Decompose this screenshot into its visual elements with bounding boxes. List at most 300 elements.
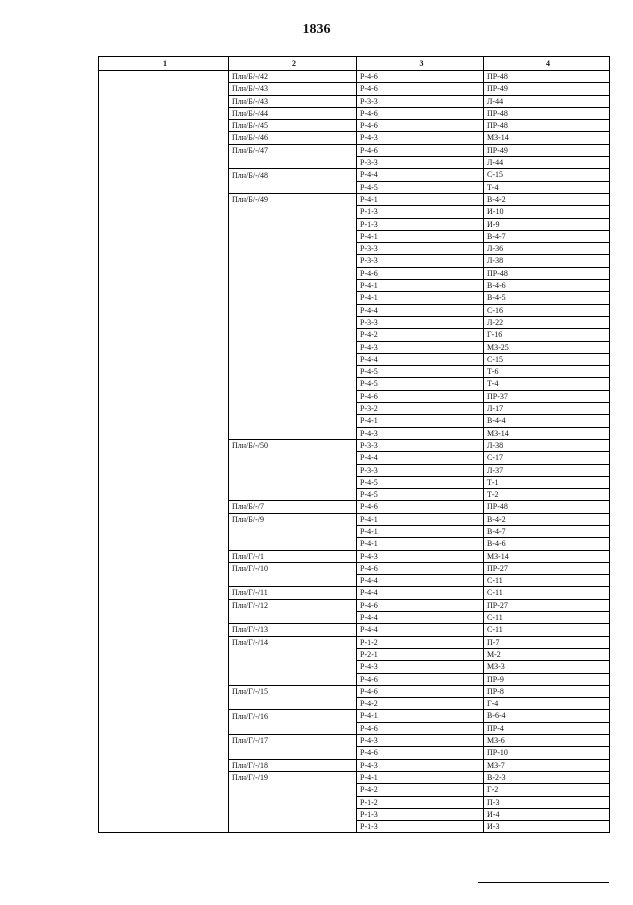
table-cell-col1: [99, 390, 229, 402]
table-cell-col2: [229, 316, 357, 328]
table-cell-col1: [99, 403, 229, 415]
table-cell-col4: ПР-49: [484, 83, 610, 95]
table-cell-col2: [229, 230, 357, 242]
column-header-4: 4: [484, 57, 610, 71]
table-cell-col2: [229, 612, 357, 624]
table-cell-col1: [99, 144, 229, 156]
table-cell-col1: [99, 218, 229, 230]
table-row: [99, 292, 610, 304]
table-cell-col3: Р-4-4: [357, 612, 484, 624]
table-cell-col4: В-4-6: [484, 280, 610, 292]
table-cell-col1: [99, 83, 229, 95]
table-cell-col1: [99, 710, 229, 722]
table-cell-col2: [229, 747, 357, 759]
table-cell-col4: ПР-48: [484, 107, 610, 119]
table-cell-col2: [229, 366, 357, 378]
table-cell-col4: Л-38: [484, 255, 610, 267]
table-row: [99, 366, 610, 378]
table-row: [99, 107, 610, 119]
table-cell-col4: В-4-7: [484, 525, 610, 537]
table-cell-col1: [99, 796, 229, 808]
table-cell-col1: [99, 132, 229, 144]
table-cell-col1: [99, 476, 229, 488]
table-row: [99, 685, 610, 697]
table-row: [99, 255, 610, 267]
table-cell-col2: [229, 415, 357, 427]
table-row: [99, 513, 610, 525]
table-cell-col3: Р-1-2: [357, 796, 484, 808]
table-cell-col2: Плн/Г/-/16: [229, 710, 357, 722]
table-cell-col3: Р-4-4: [357, 452, 484, 464]
table-cell-col4: В-4-6: [484, 538, 610, 550]
table-cell-col4: Г-4: [484, 698, 610, 710]
table-cell-col3: Р-4-3: [357, 759, 484, 771]
table-cell-col4: С-15: [484, 169, 610, 181]
table-row: [99, 759, 610, 771]
table-cell-col4: Г-2: [484, 784, 610, 796]
table-cell-col2: [229, 427, 357, 439]
table-row: [99, 698, 610, 710]
table-cell-col2: [229, 575, 357, 587]
table-cell-col1: [99, 771, 229, 783]
table-row: [99, 673, 610, 685]
table-cell-col4: МЗ-7: [484, 759, 610, 771]
table-cell-col4: В-2-3: [484, 771, 610, 783]
table-cell-col2: [229, 218, 357, 230]
table-row: [99, 710, 610, 722]
table-cell-col4: И-10: [484, 206, 610, 218]
table-row: [99, 353, 610, 365]
table-cell-col2: Плн/Б/-/43: [229, 95, 357, 107]
table-cell-col2: [229, 722, 357, 734]
table-cell-col3: Р-3-3: [357, 464, 484, 476]
table-cell-col2: [229, 784, 357, 796]
table-cell-col3: Р-4-6: [357, 267, 484, 279]
table-cell-col2: Плн/Б/-/50: [229, 439, 357, 451]
table-row: [99, 230, 610, 242]
table-cell-col3: Р-4-6: [357, 685, 484, 697]
table-cell-col2: Плн/Г/-/13: [229, 624, 357, 636]
table-cell-col3: Р-4-1: [357, 710, 484, 722]
table-cell-col3: Р-4-4: [357, 587, 484, 599]
table-row: [99, 390, 610, 402]
table-row: [99, 95, 610, 107]
table-cell-col1: [99, 415, 229, 427]
table-cell-col3: Р-1-2: [357, 636, 484, 648]
table-cell-col4: Т-6: [484, 366, 610, 378]
table-cell-col4: ПР-8: [484, 685, 610, 697]
table-row: [99, 661, 610, 673]
table-cell-col2: Плн/Г/-/17: [229, 735, 357, 747]
table-cell-col2: Плн/Б/-/47: [229, 144, 357, 156]
table-cell-col3: Р-4-1: [357, 292, 484, 304]
table-cell-col2: [229, 267, 357, 279]
table-cell-col2: [229, 181, 357, 193]
table-cell-col2: Плн/Г/-/1: [229, 550, 357, 562]
table-cell-col2: [229, 255, 357, 267]
table-cell-col3: Р-4-6: [357, 83, 484, 95]
table-row: [99, 378, 610, 390]
table-cell-col3: Р-4-4: [357, 575, 484, 587]
table-row: [99, 771, 610, 783]
data-table: [98, 56, 610, 833]
table-cell-col3: Р-4-4: [357, 353, 484, 365]
table-cell-col2: Плн/Г/-/12: [229, 599, 357, 611]
table-row: [99, 476, 610, 488]
table-cell-col2: [229, 538, 357, 550]
table-cell-col1: [99, 550, 229, 562]
table-cell-col1: [99, 722, 229, 734]
table-row: [99, 144, 610, 156]
table-cell-col3: Р-1-3: [357, 808, 484, 820]
table-cell-col1: [99, 648, 229, 660]
table-cell-col3: Р-4-3: [357, 735, 484, 747]
table-cell-col2: Плн/Г/-/14: [229, 636, 357, 648]
table-cell-col3: Р-3-3: [357, 439, 484, 451]
table-cell-col4: Л-38: [484, 439, 610, 451]
table-cell-col1: [99, 107, 229, 119]
table-row: [99, 599, 610, 611]
table-cell-col2: [229, 378, 357, 390]
table-cell-col4: С-11: [484, 587, 610, 599]
table-cell-col1: [99, 193, 229, 205]
table-cell-col3: Р-4-5: [357, 366, 484, 378]
table-cell-col1: [99, 439, 229, 451]
table-cell-col3: Р-4-3: [357, 341, 484, 353]
table-cell-col4: Т-4: [484, 181, 610, 193]
table-cell-col4: В-4-7: [484, 230, 610, 242]
table-cell-col3: Р-4-6: [357, 599, 484, 611]
table-cell-col2: [229, 341, 357, 353]
table-row: [99, 722, 610, 734]
table-cell-col4: С-16: [484, 304, 610, 316]
table-row: [99, 329, 610, 341]
table-row: [99, 550, 610, 562]
table-cell-col4: Л-44: [484, 157, 610, 169]
table-cell-col4: Т-4: [484, 378, 610, 390]
table-cell-col2: [229, 821, 357, 833]
table-cell-col2: Плн/Б/-/48: [229, 169, 357, 181]
column-header-1: 1: [99, 57, 229, 71]
table-cell-col4: Л-37: [484, 464, 610, 476]
table-row: [99, 464, 610, 476]
table-cell-col1: [99, 230, 229, 242]
table-cell-col1: [99, 673, 229, 685]
column-header-3: 3: [357, 57, 484, 71]
table-cell-col4: ПР-49: [484, 144, 610, 156]
table-cell-col1: [99, 808, 229, 820]
table-row: [99, 316, 610, 328]
table-cell-col1: [99, 267, 229, 279]
table-row: [99, 341, 610, 353]
table-header-row: [99, 57, 610, 71]
table-cell-col4: Л-22: [484, 316, 610, 328]
table-cell-col4: В-6-4: [484, 710, 610, 722]
table-row: [99, 157, 610, 169]
table-cell-col4: МЗ-3: [484, 661, 610, 673]
table-row: [99, 501, 610, 513]
table-cell-col2: [229, 157, 357, 169]
table-row: [99, 132, 610, 144]
table-cell-col1: [99, 735, 229, 747]
table-cell-col3: Р-4-6: [357, 107, 484, 119]
table-cell-col4: Л-36: [484, 243, 610, 255]
table-cell-col3: Р-4-1: [357, 513, 484, 525]
table-row: [99, 427, 610, 439]
table-cell-col4: С-17: [484, 452, 610, 464]
table-row: [99, 489, 610, 501]
table-cell-col2: Плн/Б/-/49: [229, 193, 357, 205]
table-cell-col1: [99, 501, 229, 513]
table-cell-col2: [229, 292, 357, 304]
table-cell-col1: [99, 452, 229, 464]
table-cell-col1: [99, 612, 229, 624]
table-cell-col1: [99, 206, 229, 218]
table-row: [99, 612, 610, 624]
table-cell-col4: МЗ-14: [484, 550, 610, 562]
table-cell-col3: Р-3-3: [357, 95, 484, 107]
table-cell-col3: Р-4-6: [357, 390, 484, 402]
table-row: [99, 218, 610, 230]
table-row: [99, 784, 610, 796]
table-cell-col4: ПР-27: [484, 562, 610, 574]
table-cell-col3: Р-4-1: [357, 280, 484, 292]
table-row: [99, 71, 610, 83]
table-cell-col3: Р-4-4: [357, 624, 484, 636]
table-cell-col4: ПР-4: [484, 722, 610, 734]
table-cell-col1: [99, 304, 229, 316]
table-cell-col1: [99, 636, 229, 648]
table-row: [99, 267, 610, 279]
table-cell-col1: [99, 95, 229, 107]
table-row: [99, 821, 610, 833]
table-cell-col3: Р-1-3: [357, 821, 484, 833]
table-cell-col2: [229, 464, 357, 476]
table-cell-col3: Р-4-3: [357, 550, 484, 562]
table-row: [99, 243, 610, 255]
table-cell-col3: Р-4-1: [357, 538, 484, 550]
table-cell-col4: МЗ-14: [484, 427, 610, 439]
table-cell-col1: [99, 525, 229, 537]
column-header-2: 2: [229, 57, 357, 71]
table-cell-col4: МЗ-25: [484, 341, 610, 353]
table-cell-col2: [229, 329, 357, 341]
table-cell-col3: Р-4-3: [357, 661, 484, 673]
table-cell-col1: [99, 685, 229, 697]
table-cell-col3: Р-4-2: [357, 784, 484, 796]
table-cell-col1: [99, 341, 229, 353]
table-cell-col2: [229, 353, 357, 365]
table-cell-col3: Р-4-4: [357, 169, 484, 181]
table-cell-col2: Плн/Г/-/11: [229, 587, 357, 599]
table-cell-col3: Р-1-3: [357, 206, 484, 218]
table-cell-col2: [229, 796, 357, 808]
table-cell-col4: ПР-48: [484, 501, 610, 513]
table-cell-col3: Р-4-2: [357, 698, 484, 710]
table-cell-col1: [99, 759, 229, 771]
table-cell-col4: В-4-4: [484, 415, 610, 427]
table-cell-col2: [229, 476, 357, 488]
table-row: [99, 747, 610, 759]
table-cell-col2: [229, 698, 357, 710]
table-row: [99, 169, 610, 181]
table-cell-col3: Р-4-6: [357, 562, 484, 574]
table-row: [99, 415, 610, 427]
table-cell-col1: [99, 587, 229, 599]
table-cell-col3: Р-3-3: [357, 157, 484, 169]
table-cell-col2: [229, 525, 357, 537]
table-cell-col2: Плн/Б/-/7: [229, 501, 357, 513]
table-cell-col1: [99, 353, 229, 365]
table-cell-col4: Т-2: [484, 489, 610, 501]
table-cell-col3: Р-4-6: [357, 673, 484, 685]
table-row: [99, 181, 610, 193]
table-body: [99, 71, 610, 833]
table-row: [99, 280, 610, 292]
table-row: [99, 525, 610, 537]
table-cell-col3: Р-4-1: [357, 525, 484, 537]
table-row: [99, 83, 610, 95]
table-cell-col1: [99, 599, 229, 611]
table-cell-col3: Р-4-3: [357, 427, 484, 439]
table-cell-col1: [99, 489, 229, 501]
table-cell-col4: ПР-48: [484, 267, 610, 279]
table-cell-col1: [99, 71, 229, 83]
table-row: [99, 636, 610, 648]
table-cell-col1: [99, 624, 229, 636]
table-cell-col3: Р-4-5: [357, 181, 484, 193]
table-cell-col3: Р-4-5: [357, 489, 484, 501]
table-cell-col4: С-11: [484, 612, 610, 624]
table-cell-col3: Р-4-1: [357, 230, 484, 242]
table-cell-col2: Плн/Б/-/43: [229, 83, 357, 95]
table-row: [99, 206, 610, 218]
table-cell-col3: Р-4-1: [357, 193, 484, 205]
table-cell-col4: МЗ-14: [484, 132, 610, 144]
table-cell-col1: [99, 120, 229, 132]
table-cell-col3: Р-3-2: [357, 403, 484, 415]
table-cell-col2: Плн/Б/-/42: [229, 71, 357, 83]
table-cell-col4: П-7: [484, 636, 610, 648]
table-row: [99, 796, 610, 808]
table-cell-col3: Р-3-3: [357, 316, 484, 328]
table-cell-col3: Р-4-4: [357, 304, 484, 316]
table-row: [99, 452, 610, 464]
table-cell-col4: Т-1: [484, 476, 610, 488]
table-cell-col4: ПР-48: [484, 71, 610, 83]
table-cell-col3: Р-4-3: [357, 132, 484, 144]
table-cell-col3: Р-4-5: [357, 476, 484, 488]
table-cell-col2: Плн/Б/-/44: [229, 107, 357, 119]
table-cell-col1: [99, 378, 229, 390]
table-cell-col1: [99, 255, 229, 267]
table-cell-col4: ПР-27: [484, 599, 610, 611]
table-cell-col3: Р-4-6: [357, 120, 484, 132]
table-cell-col1: [99, 427, 229, 439]
footer-rule: [478, 882, 609, 883]
table-cell-col1: [99, 181, 229, 193]
page-number: 1836: [302, 22, 331, 37]
table-cell-col4: В-4-2: [484, 193, 610, 205]
table-cell-col2: Плн/Г/-/15: [229, 685, 357, 697]
table-row: [99, 304, 610, 316]
table-cell-col4: ПР-9: [484, 673, 610, 685]
table-cell-col1: [99, 169, 229, 181]
table-cell-col2: Плн/Б/-/9: [229, 513, 357, 525]
table-cell-col4: ПР-37: [484, 390, 610, 402]
table-row: [99, 439, 610, 451]
table-cell-col3: Р-3-3: [357, 243, 484, 255]
table-row: [99, 735, 610, 747]
table-cell-col4: МЗ-6: [484, 735, 610, 747]
table-cell-col4: ПР-48: [484, 120, 610, 132]
table-cell-col1: [99, 698, 229, 710]
table-row: [99, 808, 610, 820]
table-cell-col1: [99, 157, 229, 169]
table-cell-col4: М-2: [484, 648, 610, 660]
table-cell-col1: [99, 292, 229, 304]
table-cell-col1: [99, 316, 229, 328]
table-cell-col2: [229, 661, 357, 673]
table-cell-col3: Р-4-6: [357, 501, 484, 513]
table-cell-col4: И-4: [484, 808, 610, 820]
table-row: [99, 120, 610, 132]
table-cell-col3: Р-4-2: [357, 329, 484, 341]
table-cell-col1: [99, 821, 229, 833]
table-cell-col4: Г-16: [484, 329, 610, 341]
table-cell-col2: Плн/Б/-/46: [229, 132, 357, 144]
table-cell-col4: ПР-10: [484, 747, 610, 759]
table-cell-col3: Р-1-3: [357, 218, 484, 230]
table-cell-col3: Р-4-1: [357, 771, 484, 783]
table-cell-col1: [99, 464, 229, 476]
table-cell-col3: Р-4-6: [357, 722, 484, 734]
table-cell-col1: [99, 513, 229, 525]
table-cell-col2: [229, 304, 357, 316]
table-cell-col1: [99, 784, 229, 796]
table-cell-col4: Л-44: [484, 95, 610, 107]
table-cell-col3: Р-4-6: [357, 144, 484, 156]
table-cell-col4: П-3: [484, 796, 610, 808]
table-cell-col2: Плн/Г/-/18: [229, 759, 357, 771]
table-cell-col4: С-11: [484, 575, 610, 587]
table-cell-col2: [229, 206, 357, 218]
table-cell-col1: [99, 329, 229, 341]
table-cell-col4: Л-17: [484, 403, 610, 415]
table-cell-col2: Плн/Г/-/19: [229, 771, 357, 783]
table-cell-col3: Р-4-6: [357, 71, 484, 83]
table-row: [99, 403, 610, 415]
table-cell-col4: И-3: [484, 821, 610, 833]
table-cell-col2: Плн/Б/-/45: [229, 120, 357, 132]
table-cell-col2: [229, 390, 357, 402]
table-row: [99, 193, 610, 205]
table-row: [99, 624, 610, 636]
table-cell-col2: Плн/Г/-/10: [229, 562, 357, 574]
table-cell-col1: [99, 366, 229, 378]
table-cell-col2: [229, 673, 357, 685]
table-cell-col3: Р-4-1: [357, 415, 484, 427]
table-cell-col3: Р-4-6: [357, 747, 484, 759]
table-row: [99, 538, 610, 550]
table-cell-col2: [229, 452, 357, 464]
table-cell-col4: С-11: [484, 624, 610, 636]
table-cell-col4: В-4-5: [484, 292, 610, 304]
table-row: [99, 575, 610, 587]
table-cell-col2: [229, 489, 357, 501]
table-cell-col1: [99, 661, 229, 673]
table-cell-col4: С-15: [484, 353, 610, 365]
